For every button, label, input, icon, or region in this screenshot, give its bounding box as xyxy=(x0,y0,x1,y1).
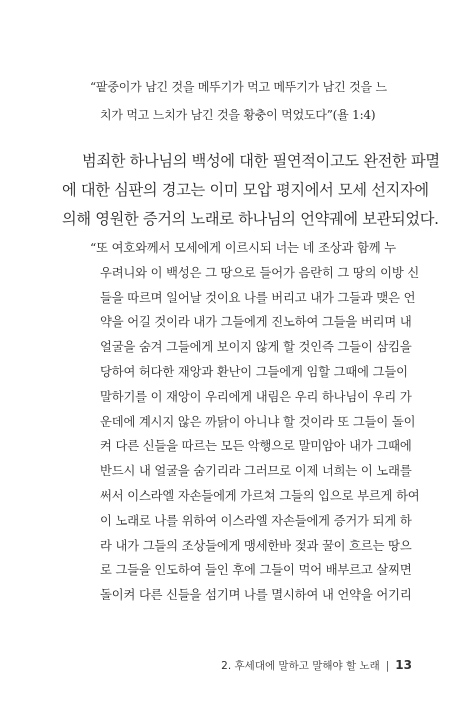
quote-line: 돌이켜 다른 신들을 섬기며 나를 멸시하여 내 언약을 어기리 xyxy=(100,588,412,603)
quote-line: 라 내가 그들의 조상들에게 맹세한바 젖과 꿀이 흐르는 땅으 xyxy=(100,538,412,553)
scripture-quote-joel xyxy=(90,73,420,129)
quote-line: “또 여호와께서 모세에게 이르시되 너는 네 조상과 함께 누 xyxy=(90,241,396,255)
quote-line: 치가 먹고 느치가 남긴 것을 황충이 먹었도다”(욜 1:4) xyxy=(100,108,376,122)
body-paragraph xyxy=(62,147,440,234)
quote-line: 반드시 내 얼굴을 숨기리라 그러므로 이제 너희는 이 노래를 xyxy=(100,464,412,479)
quote-line: 켜 다른 신들을 따르는 모든 악행으로 말미암아 내가 그때에 xyxy=(100,439,412,454)
quote-line: “팥중이가 남긴 것을 메뚜기가 먹고 메뚜기가 남긴 것을 느 xyxy=(90,80,387,94)
footer-separator: | xyxy=(385,660,390,672)
quote-line: 운데에 계시지 않은 까닭이 아니냐 할 것이라 또 그들이 돌이 xyxy=(100,414,416,429)
quote-line: 써서 이스라엘 자손들에게 가르쳐 그들의 입으로 부르게 하여 xyxy=(100,488,420,503)
quote-line: 이 노래로 나를 위하여 이스라엘 자손들에게 증거가 되게 하 xyxy=(100,513,412,528)
quote-line: 얼굴을 숨겨 그들에게 보이지 않게 할 것인즉 그들이 삼킴을 xyxy=(100,340,412,355)
scripture-quote-deuteronomy xyxy=(90,236,420,608)
quote-line: 로 그들을 인도하여 들인 후에 그들이 먹어 배부르고 살찌면 xyxy=(100,563,412,578)
paragraph-line: 의해 영원한 증거의 노래로 하나님의 언약궤에 보관되었다. xyxy=(62,210,439,228)
paragraph-line: 범죄한 하나님의 백성에 대한 필연적이고도 완전한 파멸 xyxy=(82,152,440,170)
quote-line: 당하여 허다한 재앙과 환난이 그들에게 임할 그때에 그들이 xyxy=(100,364,408,379)
page-footer xyxy=(221,658,412,673)
chapter-title: 2. 후세대에 말하고 말해야 할 노래 xyxy=(221,660,380,672)
quote-line: 우려니와 이 백성은 그 땅으로 들어가 음란히 그 땅의 이방 신 xyxy=(100,265,420,280)
quote-line: 말하기를 이 재앙이 우리에게 내림은 우리 하나님이 우리 가 xyxy=(100,389,412,404)
quote-line: 들을 따르며 일어날 것이요 나를 버리고 내가 그들과 맺은 언 xyxy=(100,290,416,305)
page-number: 13 xyxy=(395,658,412,672)
paragraph-line: 에 대한 심판의 경고는 이미 모압 평지에서 모세 선지자에 xyxy=(62,181,429,199)
quote-line: 약을 어길 것이라 내가 그들에게 진노하여 그들을 버리며 내 xyxy=(100,315,412,330)
